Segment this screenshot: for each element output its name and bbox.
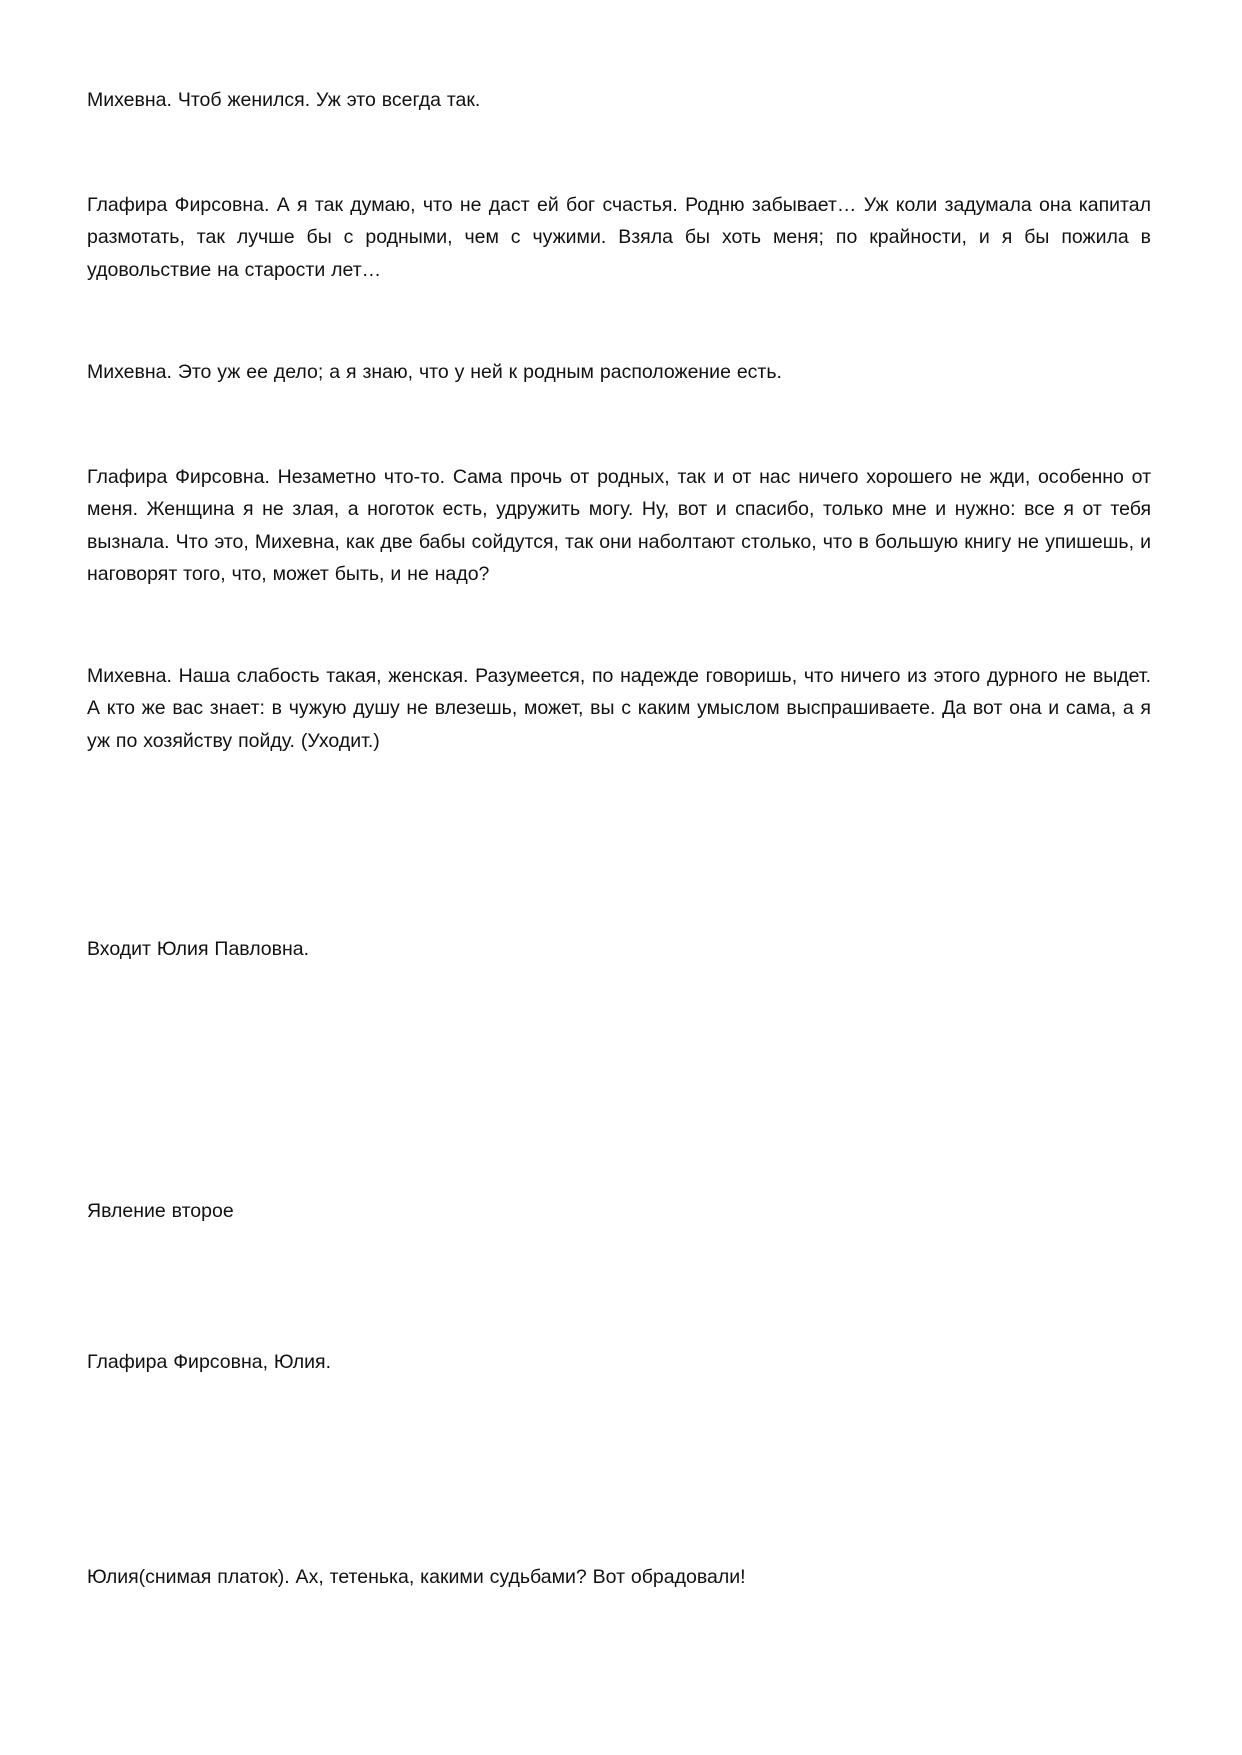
paragraph-yulia-1: Юлия(снимая платок). Ах, тетенька, какими судьбами? Вот обрадовали! bbox=[87, 1566, 746, 1588]
paragraph-glafira-1: Глафира Фирсовна. А я так думаю, что не даст ей бог счастья. Родню забывает… Уж коли задумала она капитал размотать, так лучше бы с родными, чем с чужими. Взяла бы хоть меня; по крайности, и я бы пожила в удовольствие на старости лет… bbox=[87, 194, 1151, 281]
paragraph-glafira-2: Глафира Фирсовна. Незаметно что-то. Сама прочь от родных, так и от нас ничего хорошего не жди, особенно от меня. Женщина я не злая, а ноготок есть, удружить могу. Ну, вот и спасибо, только мне и нужно: все я от тебя вызнала. Что это, Михевна, как две бабы сойдутся, так они наболтают столько, что в большую книгу не упишешь, и наговорят того, что, может быть, и не надо? bbox=[87, 466, 1151, 585]
scene-characters: Глафира Фирсовна, Юлия. bbox=[87, 1351, 331, 1373]
paragraph-mikhevna-1: Михевна. Чтоб женился. Уж это всегда так. bbox=[87, 89, 481, 111]
scene-heading: Явление второе bbox=[87, 1200, 234, 1222]
stage-direction-enter: Входит Юлия Павловна. bbox=[87, 938, 310, 960]
paragraph-mikhevna-3: Михевна. Наша слабость такая, женская. Разумеется, по надежде говоришь, что ничего из этого дурного не выдет. А кто же вас знает: в чужую душу не влезешь, может, вы с каким умыслом выспрашиваете. Да вот она и сама, а я уж по хозяйству пойду. (Уходит.) bbox=[87, 665, 1151, 752]
paragraph-mikhevna-2: Михевна. Это уж ее дело; а я знаю, что у ней к родным расположение есть. bbox=[87, 361, 782, 383]
